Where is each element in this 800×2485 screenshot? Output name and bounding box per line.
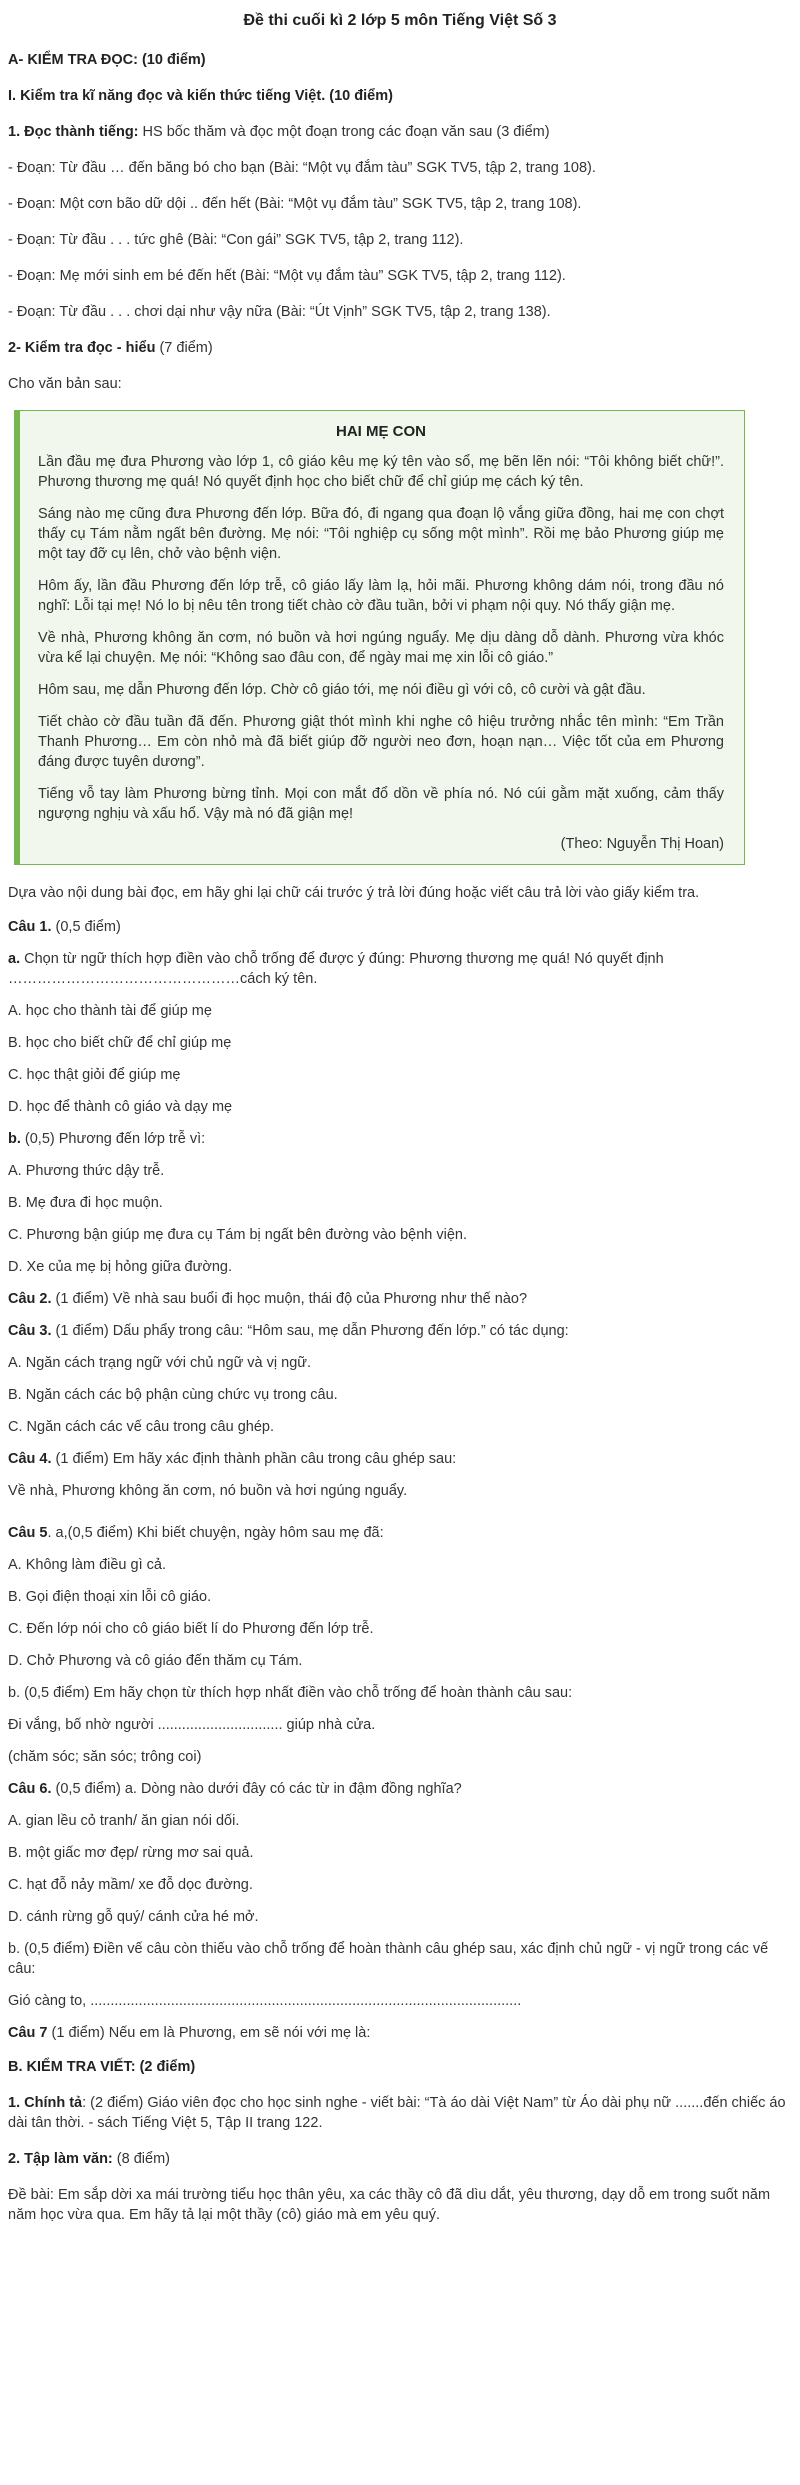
option: A. Không làm điều gì cả. [8,1557,166,1573]
question-3-label: Câu 3. [8,1323,52,1339]
question-1b [8,1123,792,1155]
question-7-text: (1 điểm) Nếu em là Phương, em sẽ nói với mẹ là: [47,2025,371,2041]
question-2-label: Câu 2. [8,1291,52,1307]
passage-source: (Theo: Nguyễn Thị Hoan) [560,836,724,852]
option: A. gian lều cỏ tranh/ ăn gian nói dối. [8,1813,240,1829]
question-2-text: (1 điểm) Về nhà sau buổi đi học muộn, thái độ của Phương như thế nào? [51,1291,528,1307]
question-5-label: Câu 5 [8,1525,48,1541]
question-6b: b. (0,5 điểm) Điền vế câu còn thiếu vào chỗ trống để hoàn thành câu ghép sau, xác định chủ ngữ - vị ngữ trong các vế câu: [8,1941,769,1977]
question-5b: b. (0,5 điểm) Em hãy chọn từ thích hợp nhất điền vào chỗ trống để hoàn thành câu sau: [8,1685,573,1701]
passage-paragraph: Sáng nào mẹ cũng đưa Phương đến lớp. Bữa đó, đi ngang qua đoạn lộ vắng giữa đồng, hai mẹ con chợt thấy cụ Tám nằm ngất bên đường. Mẹ nói: “Tôi nghiệp cụ sống một mình”. Rồi mẹ bảo Phương giúp mẹ một tay đỡ cụ lên, chở vào bệnh viện. [38,506,724,562]
question-1-label: Câu 1. [8,919,52,935]
option: D. cánh rừng gỗ quý/ cánh cửa hé mở. [8,1909,259,1925]
read-aloud-item: - Đoạn: Từ đầu . . . tức ghê (Bài: “Con gái” SGK TV5, tập 2, trang 112). [8,232,464,248]
option: A. Ngăn cách trạng ngữ với chủ ngữ và vị ngữ. [8,1355,312,1371]
option: C. học thật giỏi để giúp mẹ [8,1067,181,1083]
section-i-heading: I. Kiểm tra kĩ năng đọc và kiến thức tiếng Việt. (10 điểm) [8,88,393,104]
question-4-text: (1 điểm) Em hãy xác định thành phần câu trong câu ghép sau: [51,1451,457,1467]
option: C. Phương bận giúp mẹ đưa cụ Tám bị ngất bên đường vào bệnh viện. [8,1227,467,1243]
question-4-sentence: Về nhà, Phương không ăn cơm, nó buồn và hơi ngúng nguẩy. [8,1483,408,1499]
read-aloud-item: - Đoạn: Mẹ mới sinh em bé đến hết (Bài: “Một vụ đắm tàu” SGK TV5, tập 2, trang 112). [8,268,566,284]
question-6-label: Câu 6. [8,1781,52,1797]
question-6b-sentence: Gió càng to, ........................................................................................................... [8,1993,522,2009]
reading-comp-intro: Cho văn bản sau: [8,376,122,392]
option: C. Ngăn cách các vế câu trong câu ghép. [8,1419,274,1435]
essay-points: (8 điểm) [112,2151,170,2167]
read-aloud-item: - Đoạn: Từ đầu . . . chơi dại như vậy nữa (Bài: “Út Vịnh” SGK TV5, tập 2, trang 138). [8,304,551,320]
dictation-text: : (2 điểm) Giáo viên đọc cho học sinh nghe - viết bài: “Tà áo dài Việt Nam” từ Áo dài phụ nữ .......đến chiếc áo dài tân thời. - sách Tiếng Việt 5, Tập II trang 122. [8,2095,786,2131]
part-a-heading: A- KIỂM TRA ĐỌC: (10 điểm) [8,52,206,68]
dictation [8,2085,792,2141]
question-1b-label: b. [8,1131,21,1147]
question-3 [8,1315,792,1347]
question-1b-text: (0,5) Phương đến lớp trễ vì: [20,1131,206,1147]
essay-heading [8,2141,792,2177]
option: B. Gọi điện thoại xin lỗi cô giáo. [8,1589,212,1605]
passage-paragraph: Về nhà, Phương không ăn cơm, nó buồn và hơi ngúng nguẩy. Mẹ dịu dàng dỗ dành. Phương vừa khóc vừa kể lại chuyện. Mẹ nói: “Không sao đâu con, để ngày mai mẹ xin lỗi cô giáo.” [38,630,724,666]
option: D. học để thành cô giáo và dạy mẹ [8,1099,233,1115]
option: C. hạt đỗ nảy mầm/ xe đỗ dọc đường. [8,1877,253,1893]
question-6 [8,1773,792,1805]
reading-comp-points: (7 điểm) [155,340,213,356]
passage-paragraph: Tiếng vỗ tay làm Phương bừng tỉnh. Mọi con mắt đổ dồn về phía nó. Nó cúi gằm mặt xuống, cảm thấy ngượng nghịu và xấu hổ. Vậy mà nó đã giận mẹ! [38,786,724,822]
question-1 [8,911,792,943]
instruction-text: Dựa vào nội dung bài đọc, em hãy ghi lại chữ cái trước ý trả lời đúng hoặc viết câu trả lời vào giấy kiểm tra. [8,885,700,901]
option: B. Ngăn cách các bộ phận cùng chức vụ trong câu. [8,1387,338,1403]
read-aloud-item: - Đoạn: Một cơn bão dữ dội .. đến hết (Bài: “Một vụ đắm tàu” SGK TV5, tập 2, trang 108). [8,196,582,212]
read-aloud-item: - Đoạn: Từ đầu … đến băng bó cho bạn (Bài: “Một vụ đắm tàu” SGK TV5, tập 2, trang 108). [8,160,596,176]
question-6-text: (0,5 điểm) a. Dòng nào dưới đây có các từ in đậm đồng nghĩa? [51,1781,462,1797]
option: A. Phương thức dậy trễ. [8,1163,165,1179]
read-aloud-intro [8,114,792,150]
option: B. Mẹ đưa đi học muộn. [8,1195,163,1211]
question-4-label: Câu 4. [8,1451,52,1467]
read-aloud-label: 1. Đọc thành tiếng: [8,124,139,140]
option: A. học cho thành tài để giúp mẹ [8,1003,212,1019]
question-1a-label: a. [8,951,21,967]
option: B. một giấc mơ đẹp/ rừng mơ sai quả. [8,1845,254,1861]
essay-text: Đề bài: Em sắp dời xa mái trường tiểu học thân yêu, xa các thầy cô đã dìu dắt, yêu thương, dạy dỗ em trong suốt năm năm học vừa qua. Em hãy tả lại một thầy (cô) giáo mà em yêu quý. [8,2187,771,2223]
reading-comp-heading [8,330,792,366]
question-5b-sentence: Đi vắng, bố nhờ người ............................... giúp nhà cửa. [8,1717,376,1733]
question-1a [8,943,792,995]
question-4 [8,1443,792,1475]
passage-paragraph: Hôm sau, mẹ dẫn Phương đến lớp. Chờ cô giáo tới, mẹ nói điều gì với cô, cô cười và gật đầu. [38,682,646,698]
question-1-points: (0,5 điểm) [51,919,121,935]
question-7-label: Câu 7 [8,2025,48,2041]
question-1a-text: Chọn từ ngữ thích hợp điền vào chỗ trống để được ý đúng: Phương thương mẹ quá! Nó quyết định …………………………………………cách ký tên. [8,951,664,987]
reading-comp-label: 2- Kiểm tra đọc - hiểu [8,340,156,356]
essay-label: 2. Tập làm văn: [8,2151,113,2167]
page-title: Đề thi cuối kì 2 lớp 5 môn Tiếng Việt Số 3 [243,12,557,29]
passage-paragraph: Lần đầu mẹ đưa Phương vào lớp 1, cô giáo kêu mẹ ký tên vào sổ, mẹ bẽn lẽn nói: “Tôi không biết chữ!”. Phương thương mẹ quá! Nó quyết định học cho biết chữ để chỉ giúp mẹ cách ký tên. [38,454,724,490]
read-aloud-text: HS bốc thăm và đọc một đoạn trong các đoạn văn sau (3 điểm) [138,124,550,140]
option: B. học cho biết chữ để chỉ giúp mẹ [8,1035,232,1051]
option: D. Xe của mẹ bị hỏng giữa đường. [8,1259,232,1275]
question-5 [8,1517,792,1549]
passage-paragraph: Hôm ấy, lần đầu Phương đến lớp trễ, cô giáo lấy làm lạ, hỏi mãi. Phương không dám nói, trong đầu nó nghĩ: Lỗi tại mẹ! Nó lo bị nêu tên trong tiết chào cờ đầu tuần, bởi vi phạm nội quy. Nó thấy giận mẹ. [38,578,724,614]
question-7 [8,2017,792,2049]
part-b-heading: B. KIỂM TRA VIẾT: (2 điểm) [8,2059,196,2075]
dictation-label: 1. Chính tả [8,2095,83,2111]
option: D. Chở Phương và cô giáo đến thăm cụ Tám. [8,1653,303,1669]
question-3-text: (1 điểm) Dấu phẩy trong câu: “Hôm sau, mẹ dẫn Phương đến lớp.” có tác dụng: [51,1323,569,1339]
passage-paragraph: Tiết chào cờ đầu tuần đã đến. Phương giật thót mình khi nghe cô hiệu trưởng nhắc tên mình: “Em Trần Thanh Phương… Em còn nhỏ mà đã biết giúp đỡ người neo đơn, hoạn nạn… Việc tốt của em Phương đáng được tuyên dương”. [38,714,724,770]
question-5b-words: (chăm sóc; săn sóc; trông coi) [8,1749,202,1765]
question-5-text: . a,(0,5 điểm) Khi biết chuyện, ngày hôm sau mẹ đã: [47,1525,384,1541]
passage-title: HAI MẸ CON [336,423,426,440]
passage-box [14,410,745,865]
option: C. Đến lớp nói cho cô giáo biết lí do Phương đến lớp trễ. [8,1621,374,1637]
question-2 [8,1283,792,1315]
